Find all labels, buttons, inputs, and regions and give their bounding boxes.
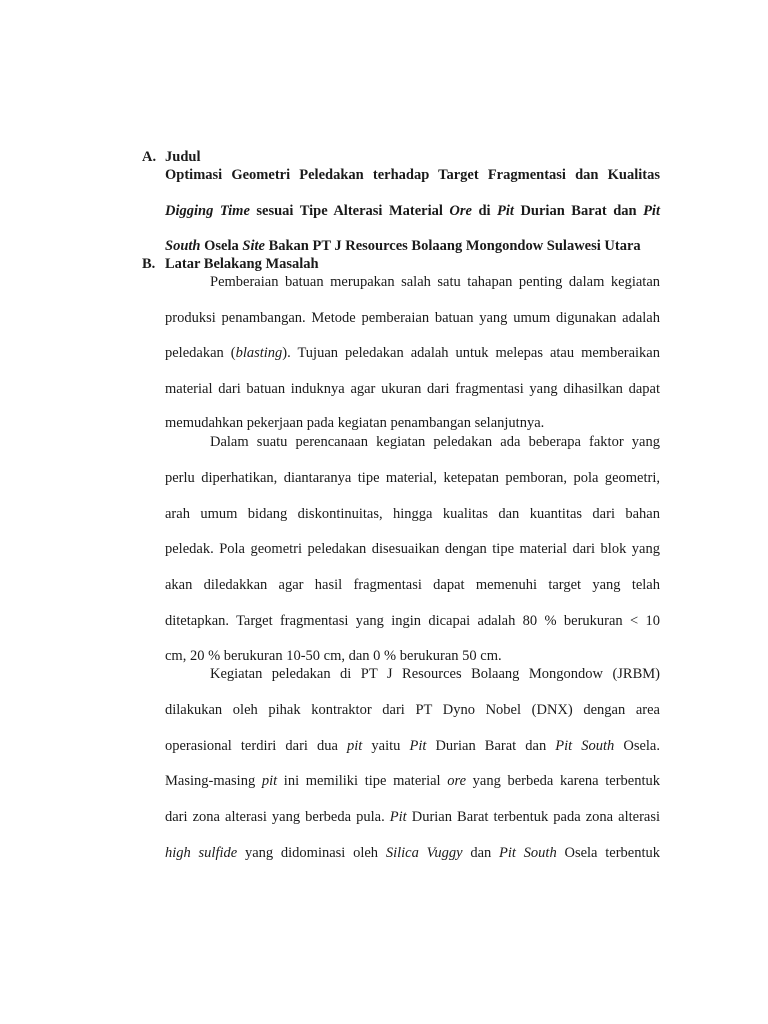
title-text: di bbox=[471, 203, 498, 219]
para-text: yang didominasi oleh bbox=[237, 845, 386, 861]
para-text: yaitu bbox=[362, 738, 410, 754]
section-b-marker: B. bbox=[142, 256, 156, 272]
title-text: Bakan PT J Resources Bolaang Mongondow Sulawesi Utara bbox=[264, 238, 641, 254]
para-text: dari zona alterasi yang berbeda pula. bbox=[165, 809, 390, 825]
para-text: ). Tujuan peledakan adalah untuk melepas atau memberaikan bbox=[282, 345, 660, 361]
title-text: sesuai Tipe Alterasi Material bbox=[249, 203, 450, 219]
title-italic: Ore bbox=[449, 203, 472, 219]
title-italic: Digging Time bbox=[165, 203, 250, 219]
para-italic: pit bbox=[261, 773, 278, 789]
para2-line: arah umum bidang diskontinuitas, hingga kualitas dan kuantitas dari bahan bbox=[165, 506, 660, 522]
title-line-3 bbox=[165, 237, 660, 255]
para-italic: Pit bbox=[389, 809, 407, 825]
para-italic: Pit South bbox=[499, 845, 557, 861]
para2-line: ditetapkan. Target fragmentasi yang ingin dicapai adalah 80 % berukuran < 10 bbox=[165, 613, 660, 629]
para2-line: perlu diperhatikan, diantaranya tipe material, ketepatan pemboran, pola geometri, bbox=[165, 470, 660, 486]
title-italic: Pit bbox=[497, 203, 514, 219]
section-b-heading: Latar Belakang Masalah bbox=[165, 256, 319, 272]
para2-line: Dalam suatu perencanaan kegiatan peledakan ada beberapa faktor yang bbox=[210, 434, 660, 450]
title-line-2 bbox=[165, 202, 660, 220]
para-text: peledakan ( bbox=[165, 345, 236, 361]
para-text: Durian Barat dan bbox=[426, 738, 556, 754]
para-text: Osela. bbox=[614, 738, 660, 754]
para-text: operasional terdiri dari dua bbox=[165, 738, 348, 754]
para1-line: Pemberaian batuan merupakan salah satu tahapan penting dalam kegiatan bbox=[210, 274, 660, 290]
para-italic: Silica Vuggy bbox=[385, 845, 463, 861]
section-a-marker: A. bbox=[142, 149, 157, 165]
para-text: Durian Barat terbentuk pada zona alterasi bbox=[406, 809, 660, 825]
title-text: Osela bbox=[200, 238, 243, 254]
para3-line bbox=[165, 772, 660, 790]
title-italic: Pit bbox=[643, 203, 660, 219]
para-text: ini memiliki tipe material bbox=[277, 773, 448, 789]
para1-line: memudahkan pekerjaan pada kegiatan penambangan selanjutnya. bbox=[165, 415, 545, 431]
section-a-heading: Judul bbox=[165, 149, 201, 165]
para-italic: ore bbox=[447, 773, 467, 789]
para-text: yang berbeda karena terbentuk bbox=[466, 773, 660, 789]
para1-line bbox=[165, 344, 660, 362]
para3-line bbox=[165, 844, 660, 862]
para-italic: high sulfide bbox=[165, 845, 238, 861]
title-line-1: Optimasi Geometri Peledakan terhadap Target Fragmentasi dan Kualitas bbox=[165, 167, 660, 183]
para3-line: dilakukan oleh pihak kontraktor dari PT Dyno Nobel (DNX) dengan area bbox=[165, 702, 660, 718]
para2-line: cm, 20 % berukuran 10-50 cm, dan 0 % berukuran 50 cm. bbox=[165, 648, 502, 664]
para-italic: Pit South bbox=[555, 738, 615, 754]
para-text: Osela terbentuk bbox=[556, 845, 660, 861]
para-italic: pit bbox=[347, 738, 363, 754]
para1-line: produksi penambangan. Metode pemberaian batuan yang umum digunakan adalah bbox=[165, 310, 660, 326]
para-italic: Pit bbox=[409, 738, 427, 754]
title-italic: South bbox=[165, 238, 201, 254]
para2-line: peledak. Pola geometri peledakan disesuaikan dengan tipe material dari blok yang bbox=[165, 541, 660, 557]
para2-line: akan diledakkan agar hasil fragmentasi dapat memenuhi target yang telah bbox=[165, 577, 660, 593]
para-text: dan bbox=[462, 845, 500, 861]
para-text: Masing-masing bbox=[165, 773, 262, 789]
para1-line: material dari batuan induknya agar ukuran dari fragmentasi yang dihasilkan dapat bbox=[165, 381, 660, 397]
para3-line bbox=[165, 808, 660, 826]
para3-line bbox=[165, 737, 660, 755]
para-italic: blasting bbox=[235, 345, 283, 361]
title-text: Durian Barat dan bbox=[513, 203, 644, 219]
para3-line: Kegiatan peledakan di PT J Resources Bolaang Mongondow (JRBM) bbox=[210, 666, 660, 682]
title-italic: Site bbox=[242, 238, 265, 254]
